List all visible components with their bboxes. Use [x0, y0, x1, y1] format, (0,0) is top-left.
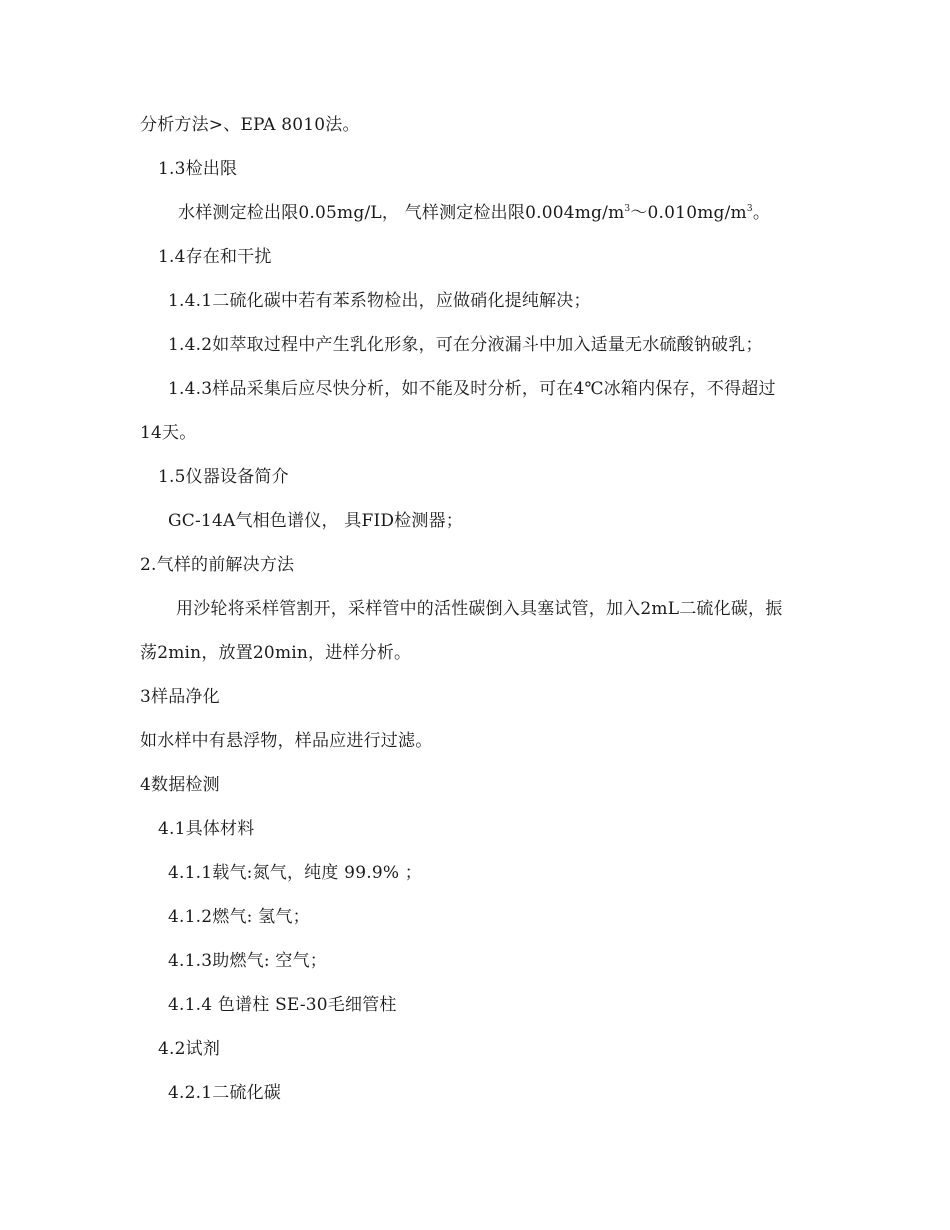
detection-text-3: 。	[752, 203, 771, 223]
item-4-1-4: 4.1.4 色谱柱 SE-30毛细管柱	[168, 995, 397, 1015]
heading-2: 2.气样的前解决方法	[140, 555, 295, 575]
item-1-4-3-line-a: 1.4.3样品采集后应尽快分析，如不能及时分析，可在4℃冰箱内保存，不得超过	[168, 379, 776, 399]
para-3: 如水样中有悬浮物，样品应进行过滤。	[140, 731, 433, 751]
item-4-2-1: 4.2.1二硫化碳	[168, 1083, 282, 1103]
heading-1-5: 1.5仪器设备简介	[158, 467, 289, 487]
detection-text-1: 水样测定检出限0.05mg/L， 气样测定检出限0.004mg/m	[178, 203, 625, 223]
heading-4-2: 4.2试剂	[158, 1039, 221, 1059]
text-line-method: 分析方法>、EPA 8010法。	[140, 115, 360, 135]
detection-sup-2: 3	[746, 204, 753, 214]
text-line-instrument: GC-14A气相色谱仪， 具FID检测器；	[168, 511, 463, 531]
heading-1-4: 1.4存在和干扰	[158, 247, 272, 267]
heading-3: 3样品净化	[140, 687, 220, 707]
para-2-line-a: 用沙轮将采样管割开，采样管中的活性碳倒入具塞试管，加入2mL二硫化碳，振	[176, 599, 783, 619]
detection-sup-1: 3	[624, 204, 631, 214]
detection-text-2: ～0.010mg/m	[630, 203, 747, 223]
heading-4: 4数据检测	[140, 775, 220, 795]
item-4-1-1: 4.1.1载气:氮气，纯度 99.9% ；	[168, 863, 422, 883]
item-1-4-2: 1.4.2如萃取过程中产生乳化形象，可在分液漏斗中加入适量无水硫酸钠破乳；	[168, 335, 763, 355]
item-4-1-3: 4.1.3助燃气: 空气；	[168, 951, 327, 971]
heading-4-1: 4.1具体材料	[158, 819, 255, 839]
text-line-detection-limit	[178, 202, 770, 224]
para-2-line-b: 荡2min，放置20min，进样分析。	[140, 643, 412, 663]
item-1-4-1: 1.4.1二硫化碳中若有苯系物检出，应做硝化提纯解决；	[168, 291, 591, 311]
item-1-4-3-line-b: 14天。	[140, 423, 197, 443]
item-4-1-2: 4.1.2燃气: 氢气；	[168, 907, 310, 927]
heading-1-3: 1.3检出限	[158, 159, 238, 179]
